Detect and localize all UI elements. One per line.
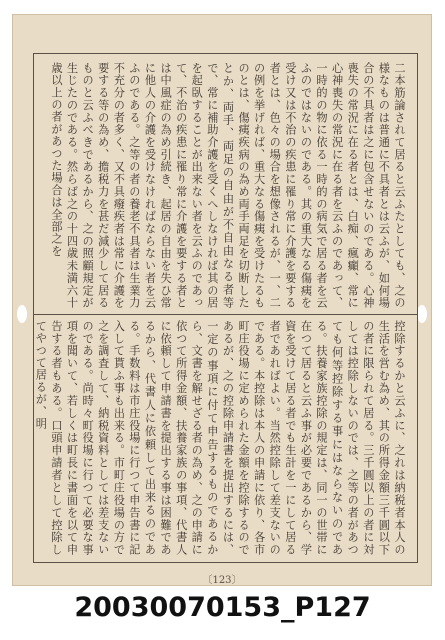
section-divider — [34, 314, 417, 315]
document-page — [12, 14, 432, 586]
binding-hole-right — [417, 305, 427, 323]
upper-text-block: 二本筋論されて居ると云ふたとしても、之の様なものは普通に不具者とは云ふが、如何場合の不具者は之に包含せないのである。心神喪失の常況に在る者とは、白痴、瘋癲、常に心神喪失の常況に在る者を云ふのであって、一時的の物に依る一時的の病気で居る者を云ふのではないのである。其の重大なる傷痍を受け又は不治の疾患に罹り常に介護を要する者とは、色々の場合を想像されるが、一、二の例を挙げれば、重大なる傷痍を受けたるものとは、傷痍疾病の為め両手両足を切断したとか、両手、両足の自由が不自由なる者等で、常に補助介護を受くへしなければ其の居を起臥することが出来ない者を云ふのであって、不治の疾患に罹り常に介護を要する者とは中風症の為め引続き、起居の自由を失ひ常に他人の介護を受けなければならない者を云ふのである。之等の者の養老不具者は生業力不充分の者多く、又不具癈疾者は常に介護を要する等の為め、擔税力を甚だ減少して居るものと云ふべきであるから、之の照顧規定が生じたのである。然らば之の十四歳未満六十歳以上の者があつた場合は全部之を — [49, 62, 406, 309]
binding-hole-left — [17, 305, 27, 323]
page-number: 〔123〕 — [202, 575, 242, 586]
lower-text-block: 控除するかと云ふに、之れは納税者本人の生活を営む為め、其の所得金額三千圓以下の者に限られて居る。三千圓以上の者に対しては控除しないのでは、之等の者があつても何等控除する事にはならないのである。扶養家族控除の規定は、同一の世帯に在つて居ると云ふ事が必要であるから、学資を受けて居る者でも生計を一にして居る者であればよい。当然控除して差支ないのである。本控除は本人の申請に依り、各市町庄役場に定められた金額を控除するのであるが、之の控除申請書を提出するには、一定の事項に付て申告するものであるから、文書を解せざる者の為め、之の申請に依つて所得金額、扶養家族の事項、代書人に依頼して申請書を提出する事は困難であるから、代書人に依頼して出来るのである。手数料は市庄役場に行つて申告書に記入して貰ふ事も出来る。市町庄役場の方で之を調査して、納税資料としては差支ないのである。尚時々町役場に行つて必要な事項を聞いて、若しくは町長に書面を以て申告する者もある。口頭申請者として控除してやつて居るが、明 — [34, 320, 406, 556]
catalog-id-label: 20030070153_P127 — [74, 592, 371, 623]
text-frame — [33, 53, 418, 563]
